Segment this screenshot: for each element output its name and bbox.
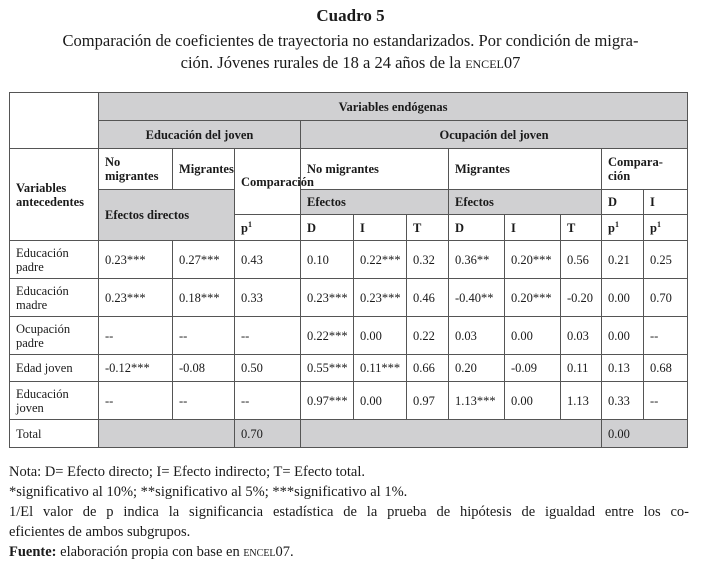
cell: 1.13*** xyxy=(449,382,505,420)
header-row-4 xyxy=(10,190,688,215)
fuente-survey-name: encel xyxy=(243,544,276,560)
note-line-3: 1/El valor de p indica la significancia estadística de la prueba de hipótesis de igualdad entre los co- xyxy=(9,504,689,520)
coefficients-table xyxy=(9,92,688,448)
header-migrantes-ocu: Migrantes xyxy=(449,149,602,190)
cell: 0.00 xyxy=(505,317,561,355)
cell: 0.23*** xyxy=(354,279,407,317)
header-variables-antecedentes-label: Variables antecedentes xyxy=(16,180,85,209)
header-comp-i: I xyxy=(644,190,688,215)
cell: 0.11 xyxy=(561,355,602,382)
cell: 0.03 xyxy=(561,317,602,355)
cell: 0.50 xyxy=(235,355,301,382)
header-m-t: T xyxy=(561,215,602,241)
row-label: Educación padre xyxy=(10,241,99,279)
cell: -- xyxy=(644,382,688,420)
header-nm-i: I xyxy=(354,215,407,241)
cell: -0.20 xyxy=(561,279,602,317)
subtitle-survey-name: encel xyxy=(465,53,504,72)
header-comparacion-edu: Comparación xyxy=(235,149,301,215)
fuente-label: Fuente: xyxy=(9,544,57,560)
header-row-2 xyxy=(10,121,688,149)
cell: -0.40** xyxy=(449,279,505,317)
cell: 0.33 xyxy=(602,382,644,420)
total-label: Total xyxy=(10,420,99,448)
subtitle-line-2-text: ción. Jóvenes rurales de 18 a 24 años de la xyxy=(180,53,466,72)
cell: 0.00 xyxy=(354,382,407,420)
header-educacion-joven: Educación del joven xyxy=(99,121,301,149)
header-variables-endogenas: Variables endógenas xyxy=(99,93,688,121)
cell: 0.43 xyxy=(235,241,301,279)
cell: 0.03 xyxy=(449,317,505,355)
header-migrantes-edu: Migrantes xyxy=(173,149,235,190)
header-m-i: I xyxy=(505,215,561,241)
cell: 1.13 xyxy=(561,382,602,420)
cell: 0.18*** xyxy=(173,279,235,317)
header-m-d: D xyxy=(449,215,505,241)
cell: 0.68 xyxy=(644,355,688,382)
note-line-1: Nota: D= Efecto directo; I= Efecto indirecto; T= Efecto total. xyxy=(9,464,366,480)
subtitle-survey-year: 07 xyxy=(503,53,521,72)
cell: 0.32 xyxy=(407,241,449,279)
header-p-edu: $p^1$ xyxy=(235,215,301,241)
cell: 0.36** xyxy=(449,241,505,279)
cell: -- xyxy=(235,382,301,420)
cell: 0.00 xyxy=(505,382,561,420)
cell: 0.10 xyxy=(301,241,354,279)
table-row xyxy=(10,241,688,279)
row-label: Edad joven xyxy=(10,355,99,382)
cell: -- xyxy=(99,382,173,420)
header-nm-d: D xyxy=(301,215,354,241)
cell: 0.22*** xyxy=(301,317,354,355)
header-row-1 xyxy=(10,93,688,121)
header-efectos-migrantes: Efectos xyxy=(449,190,602,215)
cell: 0.22*** xyxy=(354,241,407,279)
table-title: Cuadro 5 xyxy=(316,6,385,25)
cell: -- xyxy=(99,317,173,355)
header-comparacion-ocu: Compara-ción xyxy=(602,149,688,190)
header-nm-t: T xyxy=(407,215,449,241)
cell: 0.27*** xyxy=(173,241,235,279)
cell: 0.33 xyxy=(235,279,301,317)
cell: 0.46 xyxy=(407,279,449,317)
table-row xyxy=(10,279,688,317)
total-row xyxy=(10,420,688,448)
cell: 0.23*** xyxy=(99,241,173,279)
subtitle-line-2 xyxy=(18,52,683,74)
table-subtitle xyxy=(18,30,683,74)
header-variables-antecedentes xyxy=(10,149,99,241)
fuente-text: elaboración propia con base en xyxy=(56,544,244,560)
cell: -- xyxy=(235,317,301,355)
total-comparacion-edu: 0.70 xyxy=(235,420,301,448)
cell: -0.12*** xyxy=(99,355,173,382)
cell: 0.66 xyxy=(407,355,449,382)
cell: 0.20*** xyxy=(505,241,561,279)
cell: 0.23*** xyxy=(301,279,354,317)
note-fuente xyxy=(9,542,689,562)
cell: 0.00 xyxy=(602,279,644,317)
cell: 0.00 xyxy=(602,317,644,355)
cell: -0.09 xyxy=(505,355,561,382)
header-efectos-no-migrantes: Efectos xyxy=(301,190,449,215)
cell: 0.21 xyxy=(602,241,644,279)
row-label: Educación madre xyxy=(10,279,99,317)
header-comp-d: D xyxy=(602,190,644,215)
header-ocupacion-joven: Ocupación del joven xyxy=(301,121,688,149)
cell: -- xyxy=(173,317,235,355)
cell: 0.11*** xyxy=(354,355,407,382)
cell: 0.25 xyxy=(644,241,688,279)
cell: 0.55*** xyxy=(301,355,354,382)
cell: 0.97 xyxy=(407,382,449,420)
subtitle-line-1: Comparación de coeficientes de trayectoria no estandarizados. Por condición de migra- xyxy=(62,31,639,50)
table-row xyxy=(10,317,688,355)
row-label: Educación joven xyxy=(10,382,99,420)
total-shaded-ocu xyxy=(301,420,602,448)
table-notes xyxy=(9,462,689,562)
cell: 0.13 xyxy=(602,355,644,382)
row-label: Ocupación padre xyxy=(10,317,99,355)
header-no-migrantes-ocu: No migrantes xyxy=(301,149,449,190)
header-row-3 xyxy=(10,149,688,190)
cell: 0.00 xyxy=(354,317,407,355)
header-p-d: $p^1$ xyxy=(602,215,644,241)
cell: -- xyxy=(173,382,235,420)
total-comparacion-ocu: 0.00 xyxy=(602,420,688,448)
note-line-2: *significativo al 10%; **significativo al 5%; ***significativo al 1%. xyxy=(9,484,408,500)
note-line-4: eficientes de ambos subgrupos. xyxy=(9,524,191,540)
table-row xyxy=(10,355,688,382)
cell: 0.70 xyxy=(644,279,688,317)
header-no-migrantes-edu: No migrantes xyxy=(99,149,173,190)
header-efectos-directos: Efectos directos xyxy=(99,190,235,241)
cell: 0.56 xyxy=(561,241,602,279)
cell: -- xyxy=(644,317,688,355)
cell: 0.20 xyxy=(449,355,505,382)
header-corner-cell xyxy=(10,93,99,149)
header-p-i: $p^1$ xyxy=(644,215,688,241)
cell: 0.97*** xyxy=(301,382,354,420)
cell: 0.22 xyxy=(407,317,449,355)
cell: -0.08 xyxy=(173,355,235,382)
table-row xyxy=(10,382,688,420)
fuente-survey-year: 07. xyxy=(275,544,294,560)
cell: 0.23*** xyxy=(99,279,173,317)
total-shaded-edu xyxy=(99,420,235,448)
cell: 0.20*** xyxy=(505,279,561,317)
